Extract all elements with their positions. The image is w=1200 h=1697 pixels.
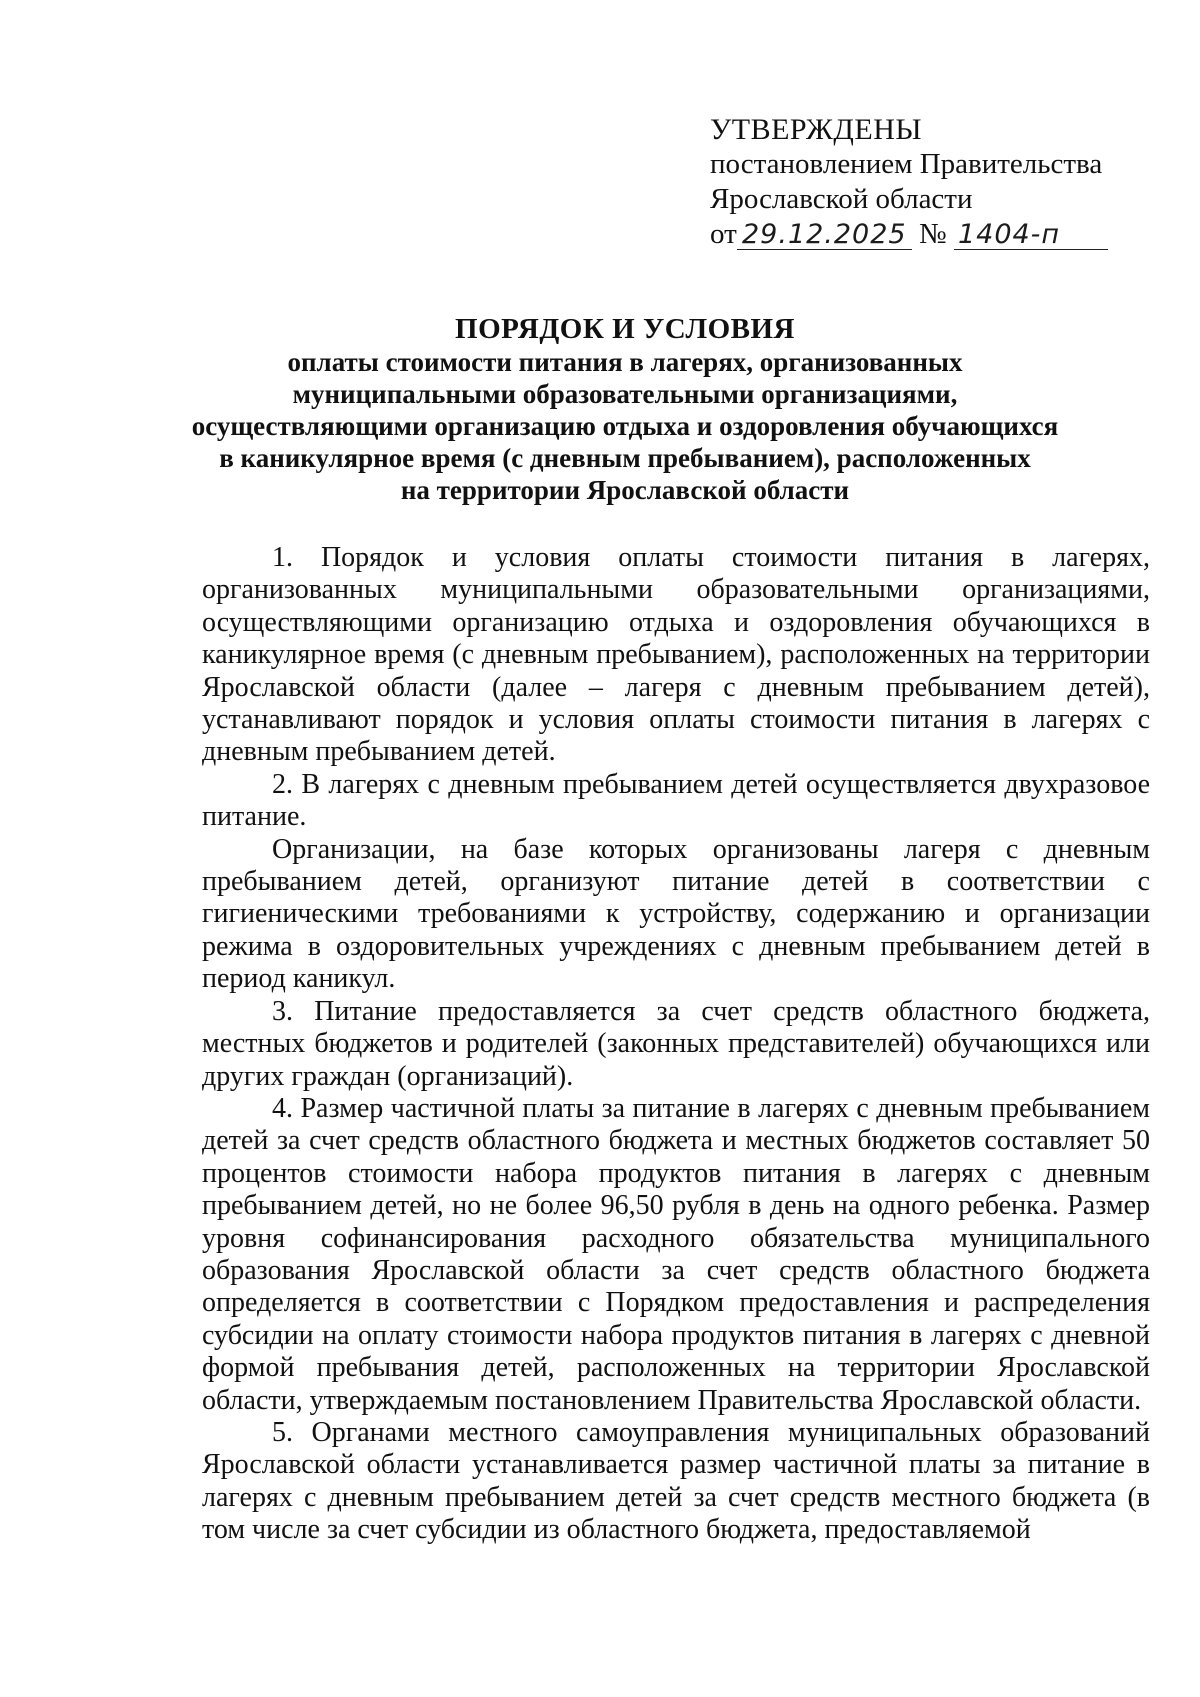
number-prefix: № <box>919 218 947 250</box>
date-prefix: от <box>710 218 737 250</box>
document-title <box>150 312 1100 506</box>
paragraph-3: 3. Питание предоставляется за счет средств областного бюджета, местных бюджетов и родителей (законных представителей) обучающихся или других граждан (организаций). <box>202 995 1150 1092</box>
document-body <box>202 542 1150 1547</box>
title-subtitle-line: в каникулярное время (с дневным пребыванием), расположенных <box>219 443 1031 473</box>
approval-heading: УТВЕРЖДЕНЫ <box>710 113 923 146</box>
approval-line-1: постановлением Правительства <box>710 148 1103 180</box>
paragraph-1: 1. Порядок и условия оплаты стоимости питания в лагерях, организованных муниципальными образовательными организациями, осуществляющими организацию отдыха и оздоровления обучающихся в каникулярное время (с дневным пребыванием), расположенных на территории Ярославской области (далее – лагеря с дневным пребыванием детей), устанавливают порядок и условия оплаты стоимости питания в лагерях с дневным пребыванием детей. <box>202 542 1150 768</box>
title-subtitle-line: муниципальными образовательными организациями, <box>292 379 958 409</box>
paragraph-2: 2. В лагерях с дневным пребыванием детей осуществляется двухразовое питание. <box>202 768 1150 833</box>
title-subtitle-line: оплаты стоимости питания в лагерях, организованных <box>287 347 963 377</box>
title-main: ПОРЯДОК И УСЛОВИЯ <box>455 313 795 345</box>
handwritten-number: 1404-п <box>954 221 1108 250</box>
title-subtitle-line: на территории Ярославской области <box>400 475 850 505</box>
title-subtitle-line: осуществляющими организацию отдыха и оздоровления обучающихся <box>191 411 1059 441</box>
decree-date-number <box>710 217 1108 252</box>
paragraph-5: 5. Органами местного самоуправления муниципальных образований Ярославской области устанавливается размер частичной платы за питание в лагерях с дневным пребыванием детей за счет средств местного бюджета (в том числе за счет субсидии из областного бюджета, предоставляемой <box>202 1416 1150 1546</box>
approval-line-2: Ярославской области <box>710 183 973 215</box>
paragraph-2-continued: Организации, на базе которых организованы лагеря с дневным пребыванием детей, организуют питание детей в соответствии с гигиеническими требованиями к устройству, содержанию и организации режима в оздоровительных учреждениях с дневным пребыванием детей в период каникул. <box>202 833 1150 995</box>
approval-stamp <box>710 112 1108 252</box>
paragraph-4: 4. Размер частичной платы за питание в лагерях с дневным пребыванием детей за счет средств областного бюджета и местных бюджетов составляет 50 процентов стоимости набора продуктов питания в лагерях с дневным пребыванием детей, но не более 96,50 рубля в день на одного ребенка. Размер уровня софинансирования расходного обязательства муниципального образования Ярославской области за счет средств областного бюджета определяется в соответствии с Порядком предоставления и распределения субсидии на оплату стоимости набора продуктов питания в лагерях с дневной формой пребывания детей, расположенных на территории Ярославской области, утверждаемым постановлением Правительства Ярославской области. <box>202 1092 1150 1416</box>
handwritten-date: 29.12.2025 <box>737 221 912 250</box>
